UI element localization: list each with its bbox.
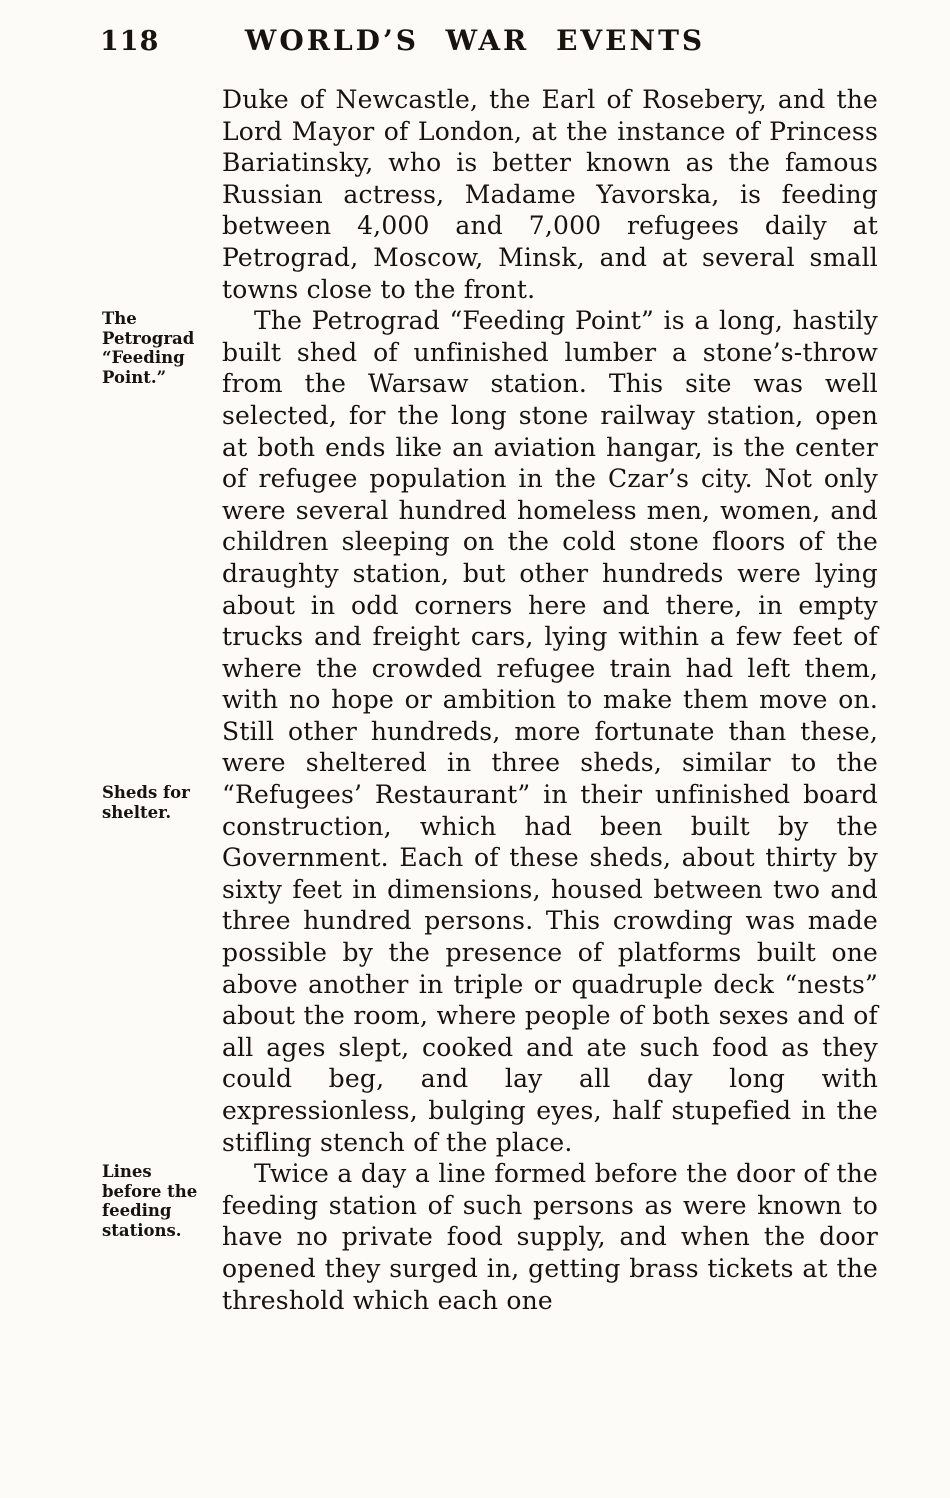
margin-note: Sheds for shelter. (102, 783, 190, 822)
paragraph: Duke of Newcastle, the Earl of Rosebery, and the Lord Mayor of London, at the instance of Princess Bariatinsky, who is better known as the famous Russian actress, Madame Yavorska, is feeding between 4,000 and 7,000 refugees daily at Petrograd, Moscow, Minsk, and at several small towns close to the front. (222, 85, 878, 304)
paragraph-block (102, 305, 878, 1158)
margin-note: Lines before the feeding stations. (102, 1162, 198, 1240)
paragraph-block (102, 1158, 878, 1316)
paragraph: Twice a day a line formed before the door of the feeding station of such persons as were known to have no private food supply, and when the door opened they surged in, getting brass tickets at the threshold which each one (222, 1159, 878, 1315)
margin-note: The Petrograd “Feeding Point.” (102, 309, 195, 387)
page-number: 118 (100, 26, 160, 57)
paragraph-block (222, 84, 878, 305)
running-header-title: WORLD’S WAR EVENTS (244, 24, 706, 57)
paragraph: The Petrograd “Feeding Point” is a long, hastily built shed of unfinished lumber a stone’s-throw from the Warsaw station. This site was well selected, for the long stone railway station, open at both ends like an aviation hangar, is the center of refugee population in the Czar’s city. Not only were several hundred homeless men, women, and children sleeping on the cold stone floors of the draughty station, but other hundreds were lying about in odd corners here and there, in empty trucks and freight cars, lying within a few feet of where the crowded refugee train had left them, with no hope or ambition to make them move on. Still other hundreds, more fortunate than these, were sheltered in three sheds, similar to the “Refugees’ Restaurant” in their unfinished board construction, which had been built by the Government. Each of these sheds, about thirty by sixty feet in dimensions, housed between two and three hundred persons. This crowding was made possible by the presence of platforms built one above another in triple or quadruple deck “nests” about the room, where people of both sexes and of all ages slept, cooked and ate such food as they could beg, and lay all day long with expressionless, bulging eyes, half stupefied in the stifling stench of the place. (222, 306, 878, 1157)
text-column (102, 84, 878, 1316)
